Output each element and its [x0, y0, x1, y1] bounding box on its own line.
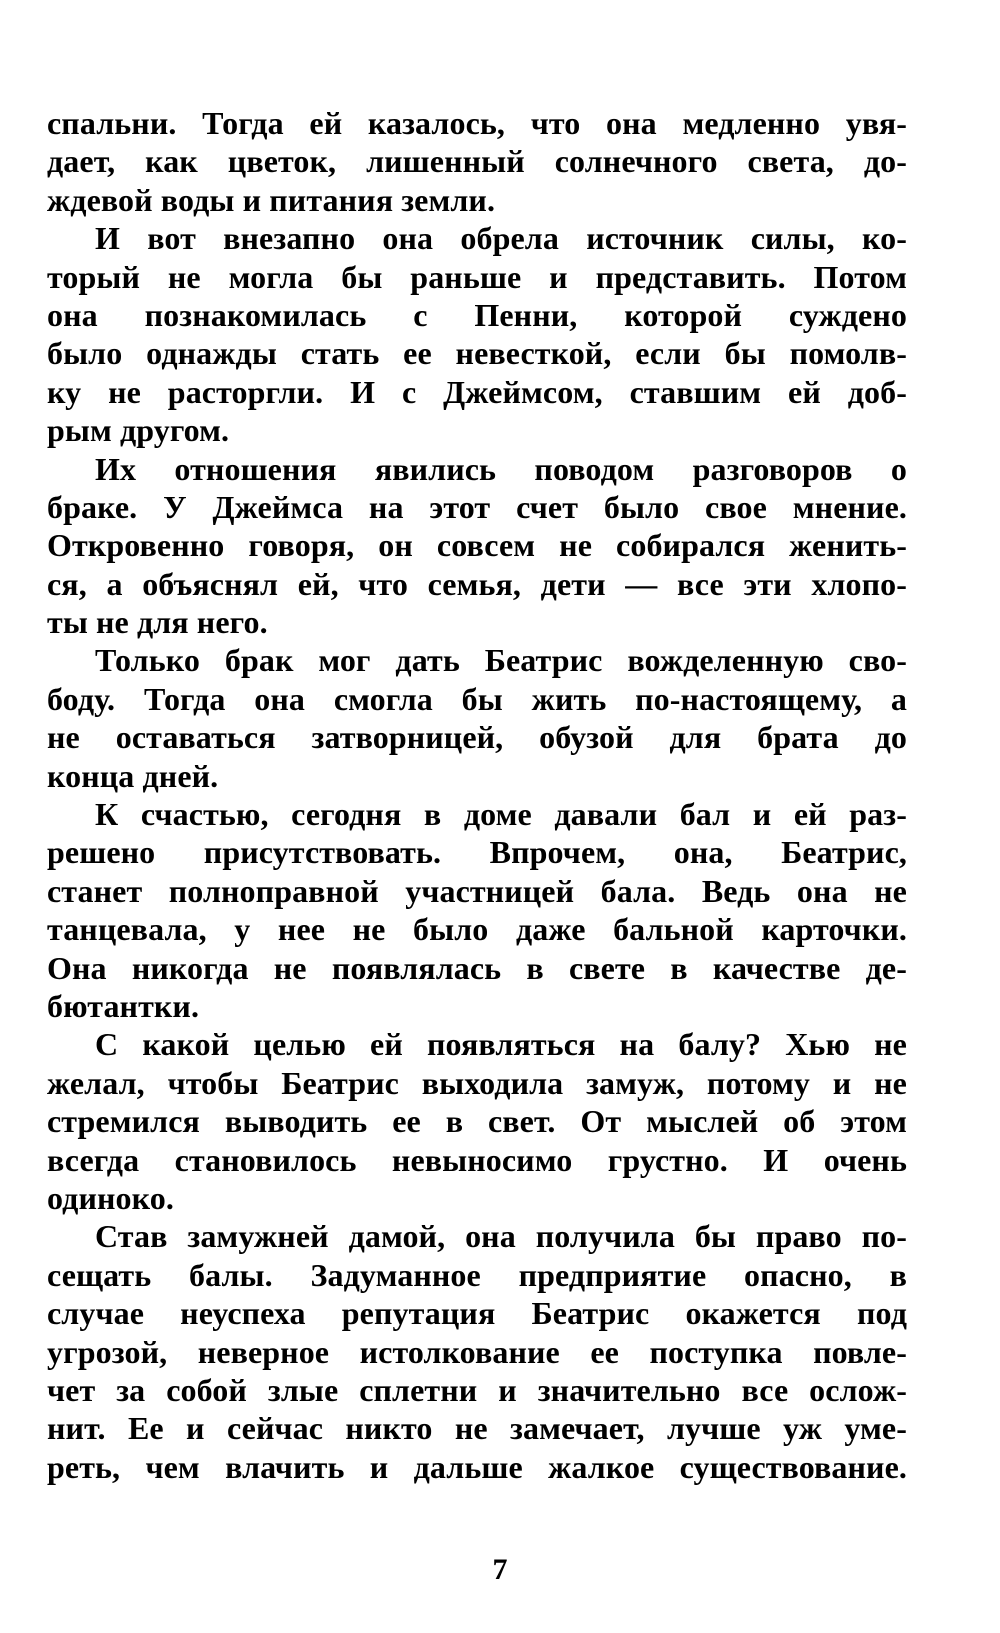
- text-line: ты не для него.: [47, 604, 268, 641]
- text-line: ся, а объяснял ей, что семья, дети — все эти хлопо-: [47, 565, 907, 602]
- text-line: Став замужней дамой, она получила бы право по-: [95, 1218, 907, 1255]
- text-line: рым другом.: [47, 412, 230, 449]
- text-line: нит. Ее и сейчас никто не замечает, лучше уж уме-: [47, 1410, 907, 1447]
- text-line: ждевой воды и питания земли.: [47, 181, 496, 218]
- text-line: Только брак мог дать Беатрис вожделенную сво-: [95, 642, 907, 679]
- text-line: случае неуспеха репутация Беатрис окажется под: [47, 1295, 907, 1332]
- text-line: она познакомилась с Пенни, которой суждено: [47, 296, 907, 333]
- text-line: конца дней.: [47, 757, 219, 794]
- text-line: браке. У Джеймса на этот счет было свое мнение.: [47, 488, 907, 525]
- text-line: реть, чем влачить и дальше жалкое существование.: [47, 1448, 907, 1485]
- text-line: сещать балы. Задуманное предприятие опасно, в: [47, 1256, 907, 1293]
- text-line: К счастью, сегодня в доме давали бал и ей раз-: [95, 796, 907, 833]
- body-text: [47, 104, 907, 1486]
- text-line: станет полноправной участницей бала. Ведь она не: [47, 872, 907, 909]
- text-line: было однажды стать ее невесткой, если бы помолв-: [47, 335, 907, 372]
- text-line: С какой целью ей появляться на балу? Хью не: [95, 1026, 907, 1063]
- text-line: желал, чтобы Беатрис выходила замуж, потому и не: [47, 1064, 907, 1101]
- text-line: решено присутствовать. Впрочем, она, Беатрис,: [47, 834, 907, 871]
- text-line: боду. Тогда она смогла бы жить по-настоящему, а: [47, 680, 907, 717]
- text-line: не оставаться затворницей, обузой для брата до: [47, 719, 907, 756]
- text-line: чет за собой злые сплетни и значительно все ослож-: [47, 1371, 907, 1408]
- text-line: бютантки.: [47, 987, 200, 1024]
- text-line: всегда становилось невыносимо грустно. И очень: [47, 1141, 907, 1178]
- text-line: Их отношения явились поводом разговоров о: [95, 450, 907, 487]
- text-line: танцевала, у нее не было даже бальной карточки.: [47, 911, 907, 948]
- text-line: одиноко.: [47, 1179, 174, 1216]
- text-line: Откровенно говоря, он совсем не собирался женить-: [47, 527, 907, 564]
- text-line: ку не расторгли. И с Джеймсом, ставшим ей доб-: [47, 373, 907, 410]
- page-number: 7: [492, 1553, 508, 1586]
- text-line: торый не могла бы раньше и представить. Потом: [47, 258, 907, 295]
- text-line: спальни. Тогда ей казалось, что она медленно увя-: [47, 105, 907, 141]
- text-line: дает, как цветок, лишенный солнечного света, до-: [47, 143, 907, 180]
- text-line: Она никогда не появлялась в свете в качестве де-: [47, 949, 907, 986]
- text-line: стремился выводить ее в свет. От мыслей об этом: [47, 1103, 907, 1140]
- text-line: угрозой, неверное истолкование ее поступка повле-: [47, 1333, 907, 1370]
- text-line: И вот внезапно она обрела источник силы, ко-: [95, 220, 907, 257]
